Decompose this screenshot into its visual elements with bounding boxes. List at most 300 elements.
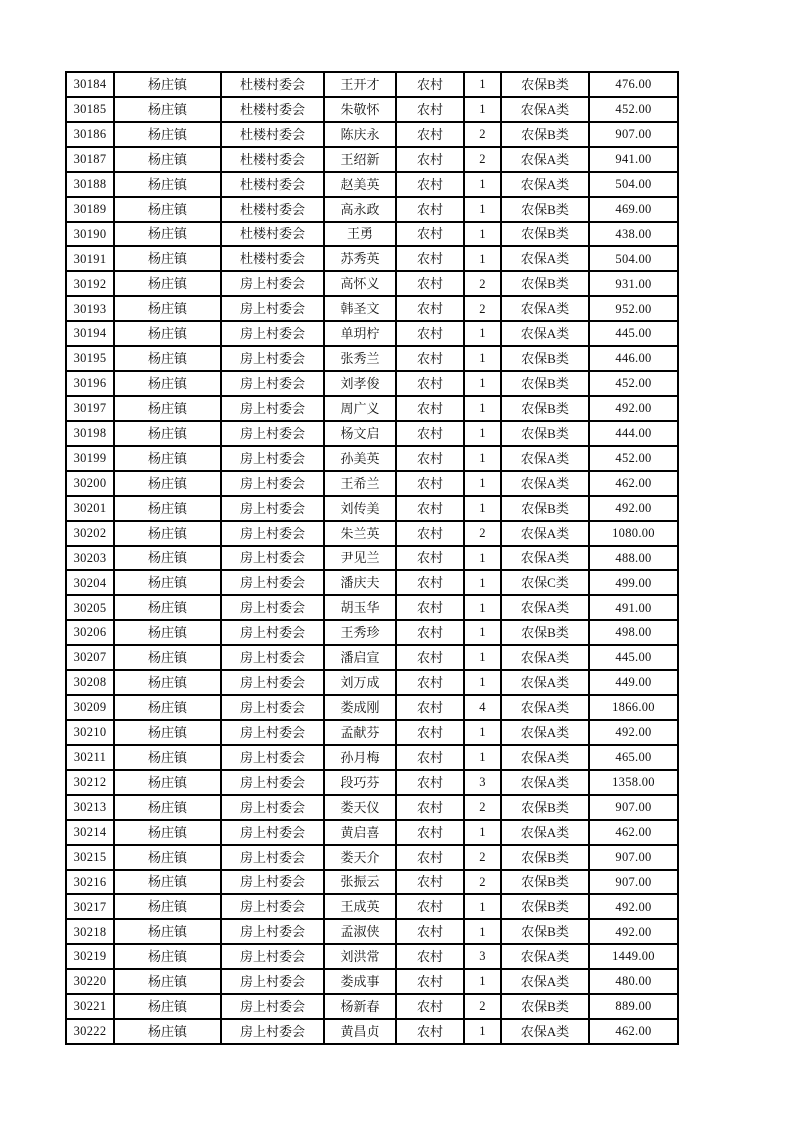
cell-amount: 446.00 bbox=[589, 346, 678, 371]
cell-town: 杨庄镇 bbox=[114, 72, 221, 97]
cell-id: 30200 bbox=[66, 471, 114, 496]
cell-residence: 农村 bbox=[396, 122, 464, 147]
cell-village: 房上村委会 bbox=[221, 969, 324, 994]
cell-id: 30216 bbox=[66, 870, 114, 895]
cell-amount: 476.00 bbox=[589, 72, 678, 97]
cell-id: 30215 bbox=[66, 845, 114, 870]
cell-residence: 农村 bbox=[396, 346, 464, 371]
cell-village: 房上村委会 bbox=[221, 695, 324, 720]
table-row bbox=[66, 471, 678, 496]
cell-name: 杨文启 bbox=[324, 421, 396, 446]
cell-residence: 农村 bbox=[396, 396, 464, 421]
cell-village: 房上村委会 bbox=[221, 795, 324, 820]
cell-name: 刘万成 bbox=[324, 670, 396, 695]
cell-category: 农保B类 bbox=[501, 122, 589, 147]
cell-village: 杜楼村委会 bbox=[221, 72, 324, 97]
cell-count: 2 bbox=[464, 994, 501, 1019]
cell-category: 农保A类 bbox=[501, 695, 589, 720]
cell-amount: 907.00 bbox=[589, 870, 678, 895]
cell-town: 杨庄镇 bbox=[114, 695, 221, 720]
cell-town: 杨庄镇 bbox=[114, 496, 221, 521]
cell-category: 农保B类 bbox=[501, 620, 589, 645]
cell-amount: 492.00 bbox=[589, 720, 678, 745]
cell-category: 农保B类 bbox=[501, 271, 589, 296]
cell-category: 农保B类 bbox=[501, 994, 589, 1019]
cell-category: 农保A类 bbox=[501, 521, 589, 546]
table-row bbox=[66, 795, 678, 820]
table-row bbox=[66, 222, 678, 247]
cell-residence: 农村 bbox=[396, 795, 464, 820]
cell-category: 农保B类 bbox=[501, 795, 589, 820]
cell-category: 农保A类 bbox=[501, 820, 589, 845]
cell-count: 1 bbox=[464, 396, 501, 421]
cell-name: 刘孝俊 bbox=[324, 371, 396, 396]
cell-residence: 农村 bbox=[396, 271, 464, 296]
cell-amount: 445.00 bbox=[589, 645, 678, 670]
cell-village: 杜楼村委会 bbox=[221, 172, 324, 197]
table-row bbox=[66, 346, 678, 371]
cell-id: 30201 bbox=[66, 496, 114, 521]
cell-amount: 488.00 bbox=[589, 546, 678, 571]
cell-id: 30222 bbox=[66, 1019, 114, 1044]
table-row bbox=[66, 670, 678, 695]
cell-category: 农保A类 bbox=[501, 97, 589, 122]
cell-amount: 889.00 bbox=[589, 994, 678, 1019]
cell-village: 房上村委会 bbox=[221, 620, 324, 645]
cell-village: 房上村委会 bbox=[221, 421, 324, 446]
cell-village: 房上村委会 bbox=[221, 371, 324, 396]
cell-town: 杨庄镇 bbox=[114, 97, 221, 122]
cell-name: 王秀珍 bbox=[324, 620, 396, 645]
cell-village: 房上村委会 bbox=[221, 994, 324, 1019]
cell-town: 杨庄镇 bbox=[114, 197, 221, 222]
cell-residence: 农村 bbox=[396, 969, 464, 994]
cell-id: 30214 bbox=[66, 820, 114, 845]
cell-town: 杨庄镇 bbox=[114, 172, 221, 197]
cell-category: 农保C类 bbox=[501, 570, 589, 595]
cell-town: 杨庄镇 bbox=[114, 421, 221, 446]
cell-town: 杨庄镇 bbox=[114, 919, 221, 944]
cell-village: 房上村委会 bbox=[221, 496, 324, 521]
table-row bbox=[66, 246, 678, 271]
cell-village: 杜楼村委会 bbox=[221, 197, 324, 222]
cell-town: 杨庄镇 bbox=[114, 770, 221, 795]
cell-town: 杨庄镇 bbox=[114, 396, 221, 421]
table-row bbox=[66, 969, 678, 994]
table-row bbox=[66, 72, 678, 97]
cell-amount: 462.00 bbox=[589, 471, 678, 496]
cell-category: 农保A类 bbox=[501, 770, 589, 795]
cell-amount: 449.00 bbox=[589, 670, 678, 695]
cell-amount: 462.00 bbox=[589, 1019, 678, 1044]
cell-count: 3 bbox=[464, 944, 501, 969]
cell-count: 2 bbox=[464, 521, 501, 546]
cell-count: 3 bbox=[464, 770, 501, 795]
cell-name: 段巧芬 bbox=[324, 770, 396, 795]
table-row bbox=[66, 446, 678, 471]
cell-amount: 1449.00 bbox=[589, 944, 678, 969]
table-row bbox=[66, 172, 678, 197]
table-row bbox=[66, 521, 678, 546]
cell-id: 30191 bbox=[66, 246, 114, 271]
cell-village: 房上村委会 bbox=[221, 1019, 324, 1044]
cell-village: 杜楼村委会 bbox=[221, 97, 324, 122]
cell-category: 农保A类 bbox=[501, 172, 589, 197]
pension-roster-table-body bbox=[66, 72, 678, 1044]
cell-category: 农保A类 bbox=[501, 595, 589, 620]
cell-amount: 952.00 bbox=[589, 296, 678, 321]
cell-category: 农保A类 bbox=[501, 546, 589, 571]
cell-amount: 492.00 bbox=[589, 919, 678, 944]
cell-count: 1 bbox=[464, 246, 501, 271]
cell-id: 30198 bbox=[66, 421, 114, 446]
cell-count: 1 bbox=[464, 820, 501, 845]
cell-id: 30196 bbox=[66, 371, 114, 396]
pension-roster-table bbox=[65, 71, 679, 1045]
cell-residence: 农村 bbox=[396, 421, 464, 446]
cell-name: 王绍新 bbox=[324, 147, 396, 172]
cell-amount: 445.00 bbox=[589, 321, 678, 346]
table-row bbox=[66, 421, 678, 446]
cell-town: 杨庄镇 bbox=[114, 820, 221, 845]
cell-village: 房上村委会 bbox=[221, 446, 324, 471]
cell-residence: 农村 bbox=[396, 745, 464, 770]
table-row bbox=[66, 496, 678, 521]
cell-category: 农保A类 bbox=[501, 446, 589, 471]
cell-count: 1 bbox=[464, 745, 501, 770]
cell-village: 房上村委会 bbox=[221, 894, 324, 919]
cell-amount: 1080.00 bbox=[589, 521, 678, 546]
cell-village: 房上村委会 bbox=[221, 546, 324, 571]
cell-village: 房上村委会 bbox=[221, 870, 324, 895]
table-row bbox=[66, 695, 678, 720]
cell-name: 王勇 bbox=[324, 222, 396, 247]
cell-town: 杨庄镇 bbox=[114, 222, 221, 247]
cell-id: 30203 bbox=[66, 546, 114, 571]
cell-residence: 农村 bbox=[396, 246, 464, 271]
cell-category: 农保A类 bbox=[501, 296, 589, 321]
cell-amount: 452.00 bbox=[589, 97, 678, 122]
cell-amount: 907.00 bbox=[589, 845, 678, 870]
cell-residence: 农村 bbox=[396, 994, 464, 1019]
cell-village: 杜楼村委会 bbox=[221, 222, 324, 247]
cell-town: 杨庄镇 bbox=[114, 546, 221, 571]
cell-amount: 504.00 bbox=[589, 246, 678, 271]
table-row bbox=[66, 321, 678, 346]
table-row bbox=[66, 894, 678, 919]
cell-category: 农保B类 bbox=[501, 894, 589, 919]
cell-name: 孙月梅 bbox=[324, 745, 396, 770]
cell-name: 尹见兰 bbox=[324, 546, 396, 571]
cell-residence: 农村 bbox=[396, 296, 464, 321]
cell-amount: 504.00 bbox=[589, 172, 678, 197]
cell-village: 房上村委会 bbox=[221, 271, 324, 296]
cell-town: 杨庄镇 bbox=[114, 894, 221, 919]
table-row bbox=[66, 396, 678, 421]
cell-town: 杨庄镇 bbox=[114, 720, 221, 745]
cell-village: 房上村委会 bbox=[221, 471, 324, 496]
table-row bbox=[66, 720, 678, 745]
cell-count: 1 bbox=[464, 720, 501, 745]
cell-town: 杨庄镇 bbox=[114, 446, 221, 471]
cell-count: 1 bbox=[464, 570, 501, 595]
cell-village: 杜楼村委会 bbox=[221, 147, 324, 172]
cell-count: 2 bbox=[464, 296, 501, 321]
cell-residence: 农村 bbox=[396, 321, 464, 346]
cell-count: 2 bbox=[464, 271, 501, 296]
cell-name: 胡玉华 bbox=[324, 595, 396, 620]
cell-category: 农保B类 bbox=[501, 371, 589, 396]
cell-count: 4 bbox=[464, 695, 501, 720]
cell-residence: 农村 bbox=[396, 919, 464, 944]
cell-residence: 农村 bbox=[396, 546, 464, 571]
cell-amount: 931.00 bbox=[589, 271, 678, 296]
cell-count: 2 bbox=[464, 795, 501, 820]
cell-town: 杨庄镇 bbox=[114, 670, 221, 695]
cell-name: 陈庆永 bbox=[324, 122, 396, 147]
cell-town: 杨庄镇 bbox=[114, 296, 221, 321]
cell-name: 娄成事 bbox=[324, 969, 396, 994]
cell-amount: 491.00 bbox=[589, 595, 678, 620]
cell-count: 1 bbox=[464, 346, 501, 371]
cell-town: 杨庄镇 bbox=[114, 645, 221, 670]
cell-category: 农保A类 bbox=[501, 670, 589, 695]
cell-residence: 农村 bbox=[396, 521, 464, 546]
cell-category: 农保A类 bbox=[501, 246, 589, 271]
cell-id: 30219 bbox=[66, 944, 114, 969]
cell-name: 娄天仪 bbox=[324, 795, 396, 820]
cell-name: 黄启喜 bbox=[324, 820, 396, 845]
cell-residence: 农村 bbox=[396, 147, 464, 172]
table-row bbox=[66, 122, 678, 147]
cell-count: 1 bbox=[464, 496, 501, 521]
cell-town: 杨庄镇 bbox=[114, 944, 221, 969]
cell-residence: 农村 bbox=[396, 894, 464, 919]
cell-town: 杨庄镇 bbox=[114, 745, 221, 770]
cell-category: 农保A类 bbox=[501, 944, 589, 969]
cell-village: 房上村委会 bbox=[221, 296, 324, 321]
cell-count: 1 bbox=[464, 321, 501, 346]
cell-id: 30194 bbox=[66, 321, 114, 346]
cell-amount: 499.00 bbox=[589, 570, 678, 595]
cell-residence: 农村 bbox=[396, 645, 464, 670]
table-row bbox=[66, 546, 678, 571]
cell-id: 30209 bbox=[66, 695, 114, 720]
cell-id: 30210 bbox=[66, 720, 114, 745]
cell-count: 1 bbox=[464, 172, 501, 197]
cell-id: 30185 bbox=[66, 97, 114, 122]
cell-village: 房上村委会 bbox=[221, 595, 324, 620]
cell-amount: 907.00 bbox=[589, 122, 678, 147]
cell-village: 房上村委会 bbox=[221, 944, 324, 969]
cell-amount: 452.00 bbox=[589, 446, 678, 471]
table-row bbox=[66, 197, 678, 222]
cell-residence: 农村 bbox=[396, 845, 464, 870]
cell-name: 娄天介 bbox=[324, 845, 396, 870]
cell-amount: 498.00 bbox=[589, 620, 678, 645]
cell-residence: 农村 bbox=[396, 222, 464, 247]
cell-count: 2 bbox=[464, 122, 501, 147]
cell-amount: 1358.00 bbox=[589, 770, 678, 795]
cell-id: 30221 bbox=[66, 994, 114, 1019]
cell-village: 房上村委会 bbox=[221, 770, 324, 795]
cell-residence: 农村 bbox=[396, 1019, 464, 1044]
cell-category: 农保B类 bbox=[501, 346, 589, 371]
table-row bbox=[66, 1019, 678, 1044]
table-row bbox=[66, 296, 678, 321]
cell-name: 张秀兰 bbox=[324, 346, 396, 371]
cell-id: 30195 bbox=[66, 346, 114, 371]
table-row bbox=[66, 595, 678, 620]
cell-village: 房上村委会 bbox=[221, 670, 324, 695]
cell-id: 30206 bbox=[66, 620, 114, 645]
cell-town: 杨庄镇 bbox=[114, 870, 221, 895]
cell-name: 赵美英 bbox=[324, 172, 396, 197]
cell-name: 杨新春 bbox=[324, 994, 396, 1019]
cell-village: 房上村委会 bbox=[221, 570, 324, 595]
cell-amount: 480.00 bbox=[589, 969, 678, 994]
cell-id: 30186 bbox=[66, 122, 114, 147]
cell-name: 张振云 bbox=[324, 870, 396, 895]
cell-amount: 492.00 bbox=[589, 396, 678, 421]
cell-amount: 452.00 bbox=[589, 371, 678, 396]
cell-town: 杨庄镇 bbox=[114, 271, 221, 296]
cell-town: 杨庄镇 bbox=[114, 122, 221, 147]
table-row bbox=[66, 570, 678, 595]
cell-name: 孟淑侠 bbox=[324, 919, 396, 944]
cell-village: 房上村委会 bbox=[221, 919, 324, 944]
cell-id: 30212 bbox=[66, 770, 114, 795]
cell-village: 房上村委会 bbox=[221, 845, 324, 870]
cell-category: 农保A类 bbox=[501, 645, 589, 670]
cell-id: 30205 bbox=[66, 595, 114, 620]
cell-residence: 农村 bbox=[396, 620, 464, 645]
cell-id: 30184 bbox=[66, 72, 114, 97]
cell-village: 房上村委会 bbox=[221, 820, 324, 845]
cell-count: 1 bbox=[464, 595, 501, 620]
cell-town: 杨庄镇 bbox=[114, 620, 221, 645]
cell-village: 房上村委会 bbox=[221, 321, 324, 346]
table-row bbox=[66, 645, 678, 670]
cell-count: 1 bbox=[464, 546, 501, 571]
cell-name: 娄成刚 bbox=[324, 695, 396, 720]
cell-residence: 农村 bbox=[396, 371, 464, 396]
cell-count: 1 bbox=[464, 197, 501, 222]
cell-name: 王成英 bbox=[324, 894, 396, 919]
cell-category: 农保B类 bbox=[501, 222, 589, 247]
cell-id: 30207 bbox=[66, 645, 114, 670]
cell-residence: 农村 bbox=[396, 97, 464, 122]
cell-id: 30188 bbox=[66, 172, 114, 197]
cell-category: 农保A类 bbox=[501, 745, 589, 770]
cell-category: 农保A类 bbox=[501, 1019, 589, 1044]
cell-residence: 农村 bbox=[396, 471, 464, 496]
cell-town: 杨庄镇 bbox=[114, 595, 221, 620]
cell-town: 杨庄镇 bbox=[114, 471, 221, 496]
cell-name: 单玥柠 bbox=[324, 321, 396, 346]
cell-category: 农保A类 bbox=[501, 321, 589, 346]
table-row bbox=[66, 845, 678, 870]
cell-town: 杨庄镇 bbox=[114, 371, 221, 396]
cell-name: 朱敬怀 bbox=[324, 97, 396, 122]
cell-category: 农保B类 bbox=[501, 421, 589, 446]
cell-town: 杨庄镇 bbox=[114, 346, 221, 371]
table-row bbox=[66, 271, 678, 296]
cell-name: 孟献芬 bbox=[324, 720, 396, 745]
cell-town: 杨庄镇 bbox=[114, 969, 221, 994]
cell-id: 30220 bbox=[66, 969, 114, 994]
cell-residence: 农村 bbox=[396, 570, 464, 595]
cell-village: 房上村委会 bbox=[221, 346, 324, 371]
cell-residence: 农村 bbox=[396, 172, 464, 197]
cell-id: 30192 bbox=[66, 271, 114, 296]
table-row bbox=[66, 994, 678, 1019]
cell-name: 苏秀英 bbox=[324, 246, 396, 271]
cell-amount: 941.00 bbox=[589, 147, 678, 172]
table-row bbox=[66, 870, 678, 895]
cell-residence: 农村 bbox=[396, 670, 464, 695]
cell-id: 30208 bbox=[66, 670, 114, 695]
cell-residence: 农村 bbox=[396, 197, 464, 222]
cell-village: 房上村委会 bbox=[221, 521, 324, 546]
cell-count: 1 bbox=[464, 919, 501, 944]
cell-name: 高永政 bbox=[324, 197, 396, 222]
table-row bbox=[66, 770, 678, 795]
table-row bbox=[66, 97, 678, 122]
cell-count: 2 bbox=[464, 870, 501, 895]
cell-category: 农保A类 bbox=[501, 720, 589, 745]
cell-count: 1 bbox=[464, 371, 501, 396]
cell-id: 30187 bbox=[66, 147, 114, 172]
cell-residence: 农村 bbox=[396, 446, 464, 471]
cell-name: 刘洪常 bbox=[324, 944, 396, 969]
cell-count: 1 bbox=[464, 421, 501, 446]
cell-count: 1 bbox=[464, 1019, 501, 1044]
table-row bbox=[66, 745, 678, 770]
cell-count: 1 bbox=[464, 471, 501, 496]
cell-id: 30190 bbox=[66, 222, 114, 247]
table-row bbox=[66, 944, 678, 969]
cell-category: 农保B类 bbox=[501, 919, 589, 944]
cell-residence: 农村 bbox=[396, 944, 464, 969]
cell-town: 杨庄镇 bbox=[114, 246, 221, 271]
cell-id: 30217 bbox=[66, 894, 114, 919]
table-row bbox=[66, 620, 678, 645]
cell-residence: 农村 bbox=[396, 595, 464, 620]
cell-name: 周广义 bbox=[324, 396, 396, 421]
cell-town: 杨庄镇 bbox=[114, 570, 221, 595]
cell-village: 房上村委会 bbox=[221, 720, 324, 745]
cell-name: 孙美英 bbox=[324, 446, 396, 471]
cell-name: 韩圣文 bbox=[324, 296, 396, 321]
cell-id: 30199 bbox=[66, 446, 114, 471]
cell-amount: 469.00 bbox=[589, 197, 678, 222]
cell-name: 朱兰英 bbox=[324, 521, 396, 546]
cell-category: 农保B类 bbox=[501, 870, 589, 895]
table-row bbox=[66, 147, 678, 172]
cell-amount: 462.00 bbox=[589, 820, 678, 845]
cell-town: 杨庄镇 bbox=[114, 521, 221, 546]
cell-id: 30211 bbox=[66, 745, 114, 770]
cell-town: 杨庄镇 bbox=[114, 845, 221, 870]
cell-count: 2 bbox=[464, 147, 501, 172]
cell-amount: 492.00 bbox=[589, 894, 678, 919]
table-row bbox=[66, 919, 678, 944]
cell-id: 30189 bbox=[66, 197, 114, 222]
cell-amount: 444.00 bbox=[589, 421, 678, 446]
cell-amount: 465.00 bbox=[589, 745, 678, 770]
cell-town: 杨庄镇 bbox=[114, 795, 221, 820]
